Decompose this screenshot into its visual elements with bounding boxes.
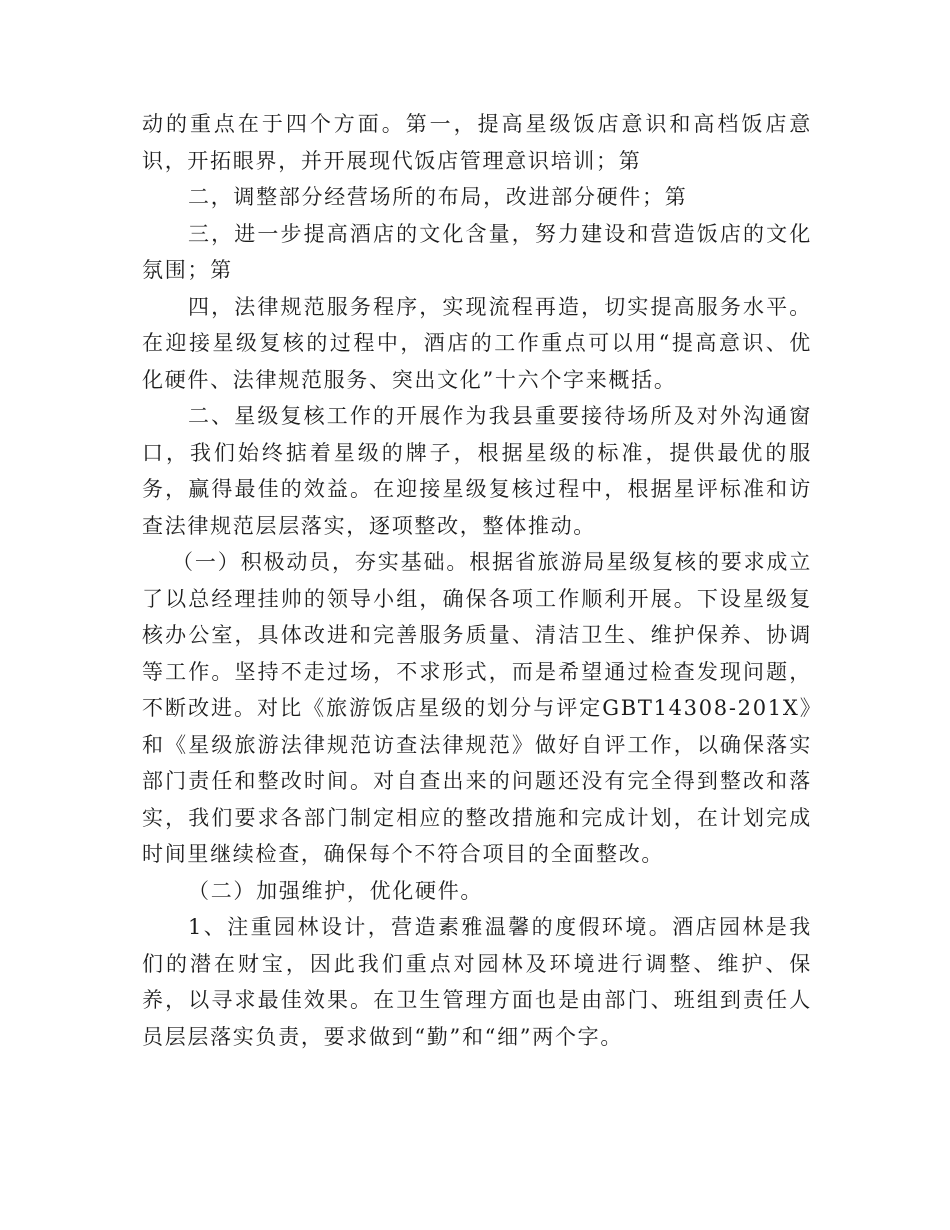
paragraph-8: 1、注重园林设计，营造素雅温馨的度假环境。酒店园林是我们的潜在财宝，因此我们重点对园林及环境进行调整、维护、保养，以寻求最佳效果。在卫生管理方面也是由部门、班组到责任人员层层落实负责，要求做到“勤”和“细”两个字。 xyxy=(142,915,812,1049)
document-body xyxy=(142,106,812,1055)
paragraph-4: 四，法律规范服务程序，实现流程再造，切实提高服务水平。在迎接星级复核的过程中，酒店的工作重点可以用“提高意识、优化硬件、法律规范服务、突出文化”十六个字来概括。 xyxy=(142,294,812,392)
paragraph-2: 二，调整部分经营场所的布局，改进部分硬件；第 xyxy=(188,185,688,209)
paragraph-7: （二）加强维护，优化硬件。 xyxy=(188,878,484,903)
paragraph-3: 三，进一步提高酒店的文化含量，努力建设和营造饭店的文化氛围；第 xyxy=(142,221,812,282)
paragraph-6: （一）积极动员，夯实基础。根据省旅游局星级复核的要求成立了以总经理挂帅的领导小组，确保各项工作顺利开展。下设星级复核办公室，具体改进和完善服务质量、清洁卫生、维护保养、协调等工作。坚持不走过场，不求形式，而是希望通过检查发现问题，不断改进。对比《旅游饭店星级的划分与评定GBT14308-201X》和《星级旅游法律规范访查法律规范》做好自评工作，以确保落实部门责任和整改时间。对自查出来的问题还没有完全得到整改和落实，我们要求各部门制定相应的整改措施和完成计划，在计划完成时间里继续检查，确保每个不符合项目的全面整改。 xyxy=(142,550,812,866)
paragraph-5: 二、星级复核工作的开展作为我县重要接待场所及对外沟通窗口，我们始终掂着星级的牌子，根据星级的标准，提供最优的服务，赢得最佳的效益。在迎接星级复核过程中，根据星评标准和访查法律规范层层落实，逐项整改，整体推动。 xyxy=(142,404,812,538)
paragraph-1: 动的重点在于四个方面。第一，提高星级饭店意识和高档饭店意识，开拓眼界，并开展现代饭店管理意识培训；第 xyxy=(142,112,812,173)
